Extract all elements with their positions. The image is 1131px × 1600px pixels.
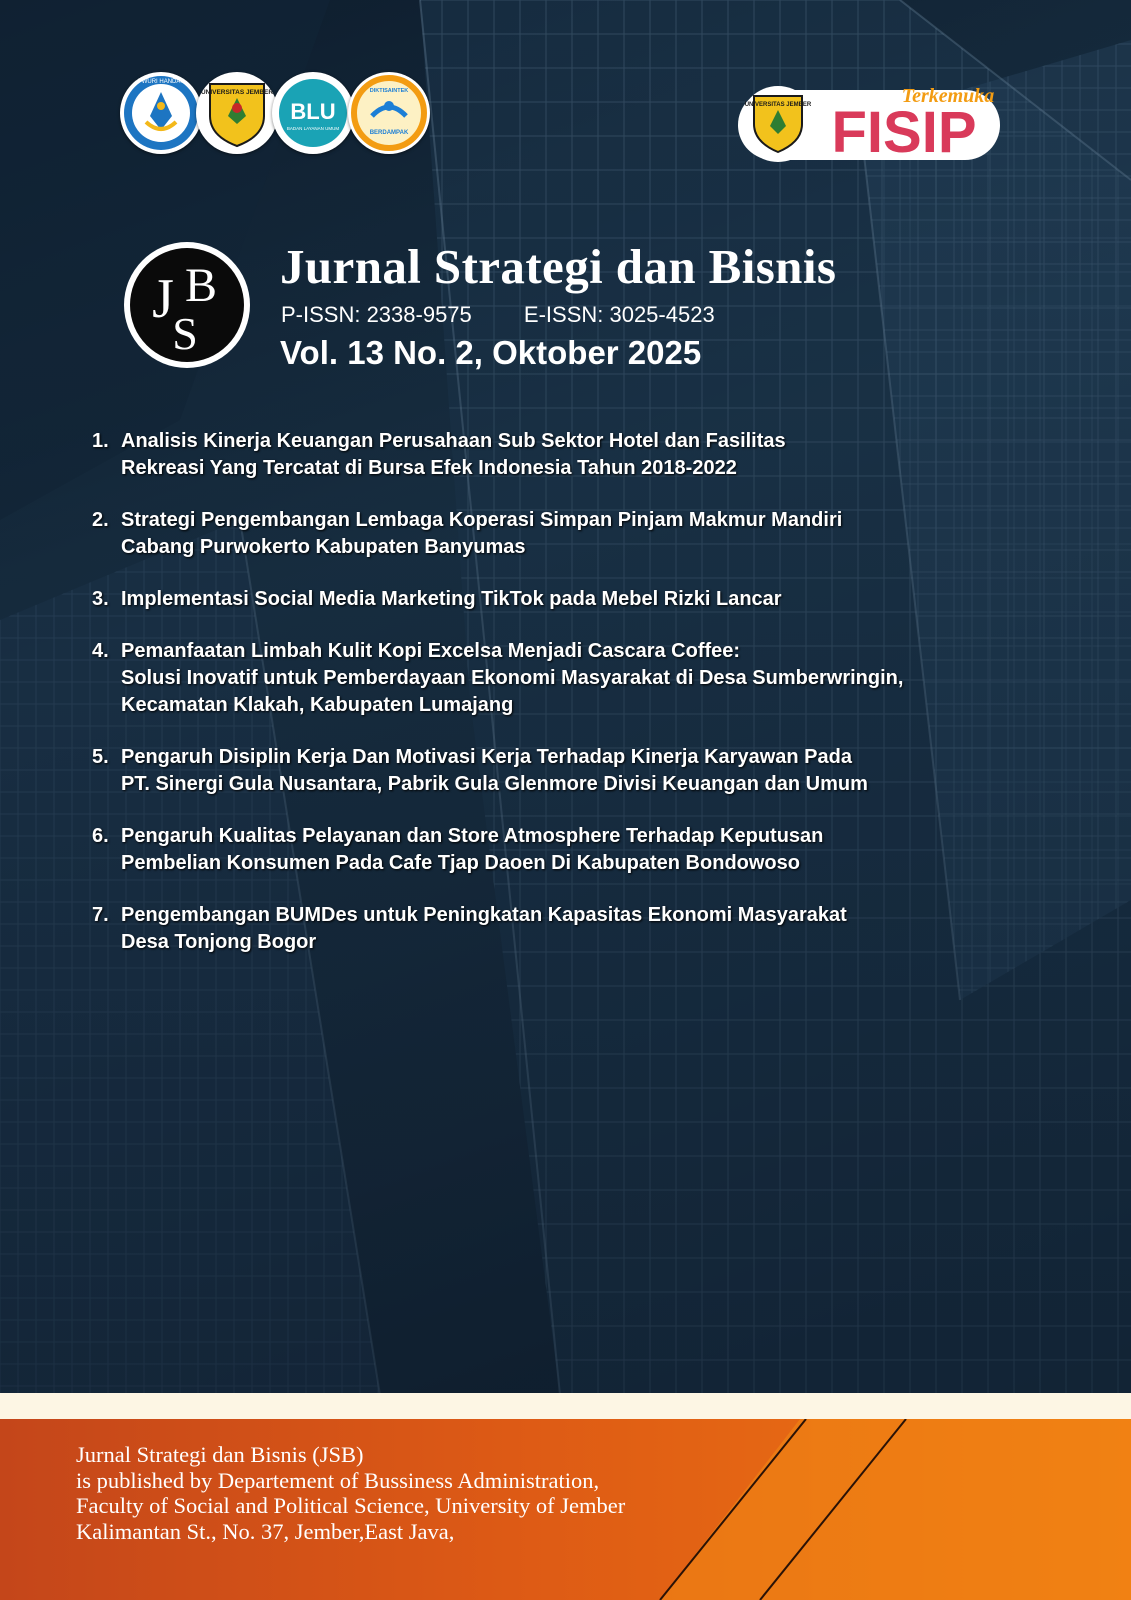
- article-number: 6.: [92, 825, 109, 847]
- article-item: [92, 902, 1092, 956]
- svg-text:S: S: [172, 308, 198, 359]
- blu-logo: [272, 72, 354, 154]
- jsb-emblem: [123, 241, 251, 369]
- diktisaintek-subcaption: BERDAMPAK: [369, 130, 409, 136]
- article-title-line: Strategi Pengembangan Lembaga Koperasi Simpan Pinjam Makmur Mandiri: [121, 509, 843, 531]
- diktisaintek-logo: [348, 72, 430, 154]
- article-number: 7.: [92, 904, 109, 926]
- table-of-contents: [92, 428, 1092, 981]
- svg-text:J: J: [152, 268, 174, 330]
- fisip-unej-caption: UNIVERSITAS JEMBER: [744, 102, 812, 108]
- article-title-line: Pengembangan BUMDes untuk Peningkatan Kapasitas Ekonomi Masyarakat: [121, 904, 847, 926]
- e-issn: E-ISSN: 3025-4523: [523, 302, 715, 327]
- article-item: [92, 507, 1092, 561]
- universitas-jember-logo: [196, 72, 278, 154]
- article-title-line: PT. Sinergi Gula Nusantara, Pabrik Gula Glenmore Divisi Keuangan dan Umum: [121, 773, 868, 795]
- article-number: 1.: [92, 430, 109, 452]
- publisher-line: Faculty of Social and Political Science, University of Jember: [76, 1493, 626, 1518]
- fisip-logo: [736, 72, 1004, 164]
- article-title-line: Analisis Kinerja Keuangan Perusahaan Sub Sektor Hotel dan Fasilitas: [121, 430, 786, 452]
- publisher-line: is published by Departement of Bussiness Administration,: [76, 1467, 600, 1493]
- article-item: [92, 586, 1092, 613]
- article-title-line: Pemanfaatan Limbah Kulit Kopi Excelsa Menjadi Cascara Coffee:: [121, 640, 741, 662]
- publisher-line: Jurnal Strategi dan Bisnis (JSB): [76, 1442, 364, 1467]
- journal-title: Jurnal Strategi dan Bisnis: [280, 239, 837, 294]
- blu-subcaption: BADAN LAYANAN UMUM: [286, 126, 340, 131]
- publisher-line: Kalimantan St., No. 37, Jember,East Java,: [76, 1518, 455, 1544]
- blu-caption: BLU: [290, 99, 336, 124]
- article-title-line: Solusi Inovatif untuk Pemberdayaan Ekonomi Masyarakat di Desa Sumberwringin,: [121, 667, 904, 689]
- article-title-line: Rekreasi Yang Tercatat di Bursa Efek Indonesia Tahun 2018-2022: [121, 457, 737, 479]
- partner-logos: [120, 72, 440, 160]
- article-title-line: Pembelian Konsumen Pada Cafe Tjap Daoen Di Kabupaten Bondowoso: [121, 852, 800, 874]
- diktisaintek-caption: DIKTISAINTEK: [369, 88, 409, 94]
- article-title-line: Implementasi Social Media Marketing TikTok pada Mebel Rizki Lancar: [121, 588, 782, 610]
- issn-row: [281, 302, 715, 328]
- cream-divider-band: [0, 1393, 1131, 1419]
- article-title-line: Cabang Purwokerto Kabupaten Banyumas: [121, 536, 526, 558]
- p-issn: P-ISSN: 2338-9575: [281, 302, 472, 327]
- article-item: [92, 744, 1092, 798]
- volume-issue: Vol. 13 No. 2, Oktober 2025: [280, 334, 702, 371]
- article-item: [92, 823, 1092, 877]
- article-number: 2.: [92, 509, 109, 531]
- article-item: [92, 638, 1092, 719]
- article-number: 3.: [92, 588, 109, 610]
- article-number: 4.: [92, 640, 109, 662]
- article-number: 5.: [92, 746, 109, 768]
- article-title-line: Pengaruh Kualitas Pelayanan dan Store Atmosphere Terhadap Keputusan: [121, 825, 824, 847]
- kemdikbud-logo: [120, 72, 202, 154]
- fisip-terkemuka: Terkemuka: [901, 85, 995, 107]
- kemdikbud-caption: TUT WURI HANDAYANI: [128, 79, 194, 85]
- article-item: [92, 428, 1092, 482]
- article-title-line: Kecamatan Klakah, Kabupaten Lumajang: [121, 694, 514, 716]
- article-title-line: Desa Tonjong Bogor: [121, 931, 317, 953]
- fisip-wordmark: FISIP: [831, 100, 977, 164]
- article-title-line: Pengaruh Disiplin Kerja Dan Motivasi Kerja Terhadap Kinerja Karyawan Pada: [121, 746, 852, 768]
- publisher-info: [76, 1442, 625, 1544]
- svg-text:B: B: [184, 259, 218, 312]
- unej-caption: UNIVERSITAS JEMBER: [200, 89, 274, 96]
